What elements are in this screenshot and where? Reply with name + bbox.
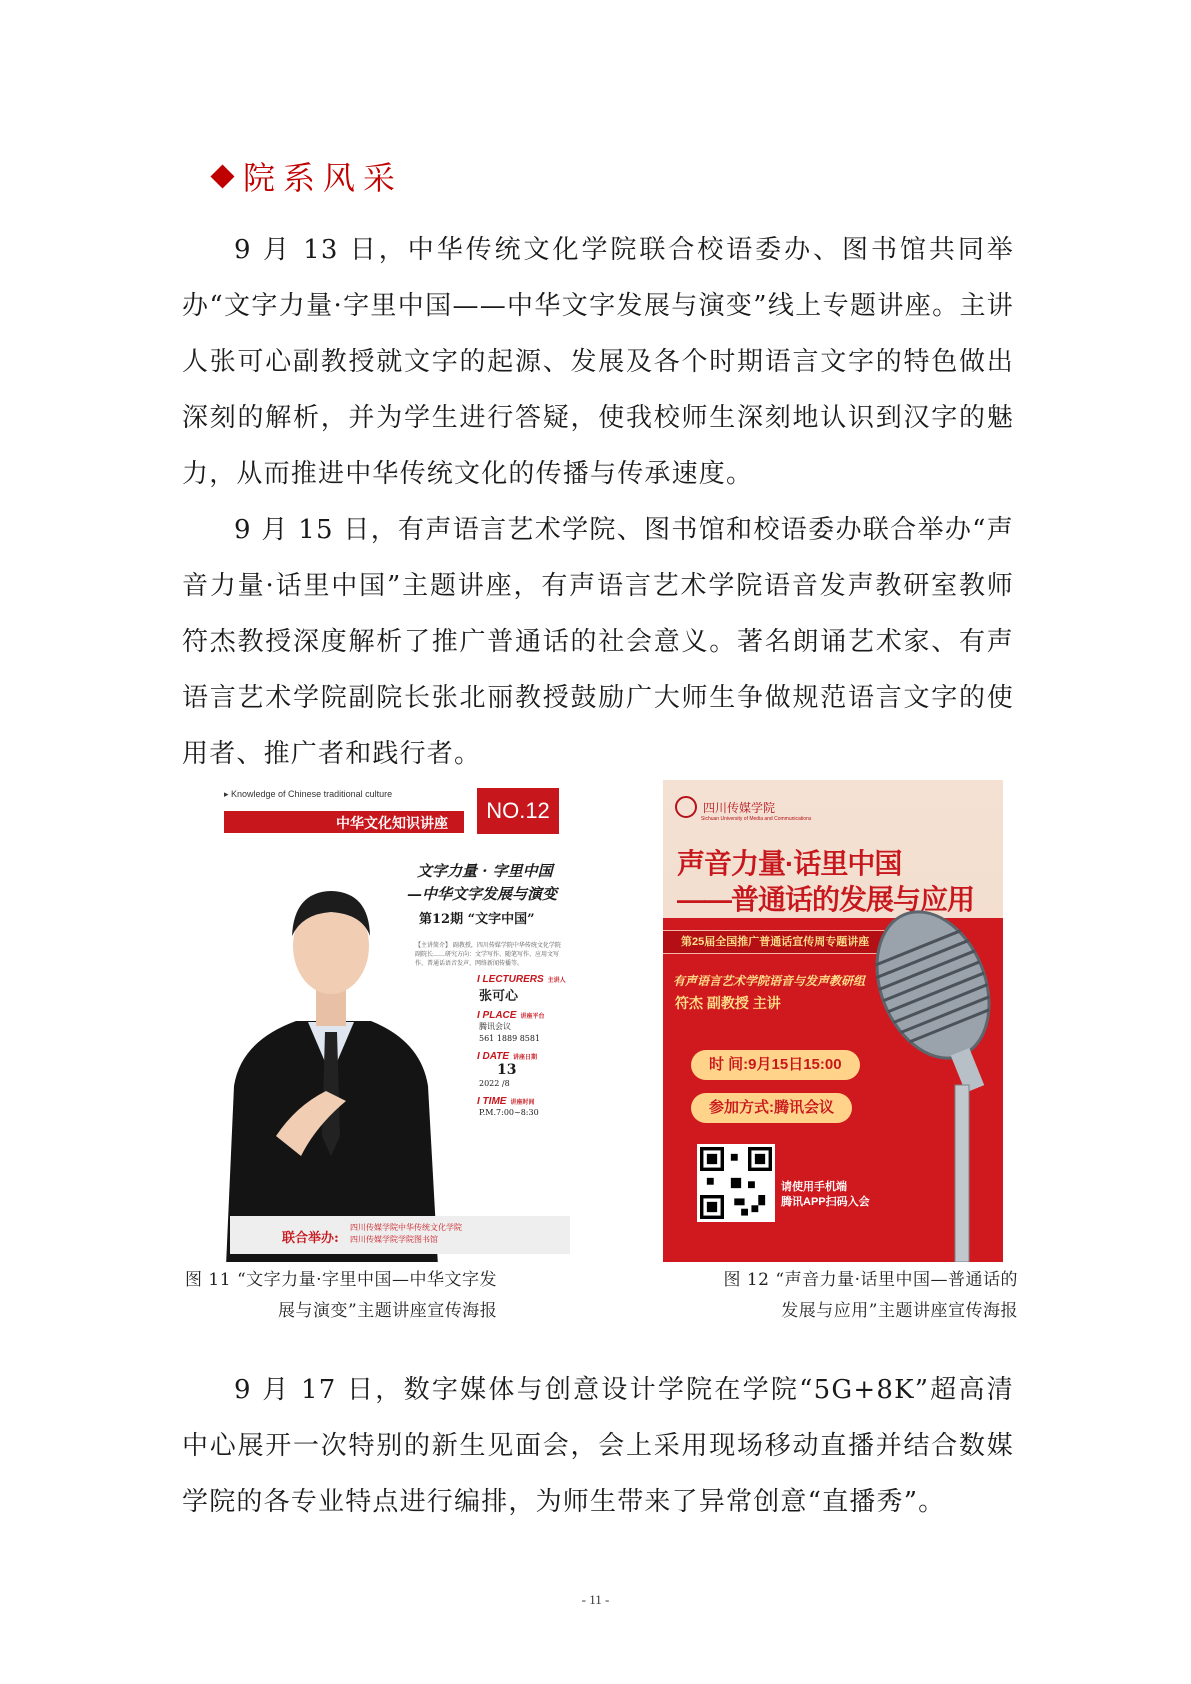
poster1-time-label: I TIME 讲座时间 — [477, 1096, 535, 1107]
poster2-qr-instructions: 请使用手机端 腾讯APP扫码入会 — [781, 1181, 870, 1208]
poster1-title-1: 文字力量 · 字里中国 — [417, 862, 553, 880]
paragraph-2: 9 月 15 日，有声语言艺术学院、图书馆和校语委办联合举办“声音力量·话里中国”主题讲座，有声语言艺术学院语音发声教研室教师符杰教授深度解析了推广普通话的社会意义。著名朗诵艺术家、有声语言艺术学院副院长张北丽教授鼓励广大师生争做规范语言文字的使用者、推广者和践行者。 — [182, 515, 1014, 769]
poster1-title-3: 第12期 “文字中国” — [419, 912, 535, 927]
qr-code — [697, 1144, 775, 1222]
poster1-lecturer-label: I LECTURERS 主讲人 — [477, 974, 566, 985]
figure-11-caption: 图 11 “文字力量·字里中国—中华文字发 展与演变”主题讲座宣传海报 — [185, 1270, 498, 1321]
poster1-info — [367, 860, 567, 1119]
poster-mandarin-lecture — [663, 780, 1003, 1262]
poster2-title-1: 声音力量·话里中国 — [677, 848, 902, 879]
poster1-place: 腾讯会议 — [479, 1022, 511, 1031]
poster1-intro: 【主讲简介】 副教授，四川传媒学院中华传统文化学院副院长……研究方向：文学写作、随笔写作、应用文写作、普通话语音发声、网络新闻传播等。 — [415, 942, 561, 967]
poster1-meeting-id: 561 1889 8581 — [479, 1034, 541, 1043]
poster1-series: 中华文化知识讲座 — [336, 816, 448, 832]
poster1-date-year: 2022 /8 — [479, 1079, 510, 1088]
poster-chinese-culture-lecture — [222, 780, 572, 1262]
poster1-joint-label: 联合举办: — [282, 1231, 339, 1246]
page-number: - 11 - — [581, 1592, 610, 1607]
section-title-text: 院系风采 — [243, 159, 404, 197]
poster1-lecturer: 张可心 — [479, 989, 519, 1004]
poster2-lecturer: 符杰 副教授 主讲 — [675, 995, 781, 1011]
school-seal-icon — [675, 796, 697, 818]
poster2-school: 四川传媒学院 — [703, 800, 776, 815]
poster1-orgs: 四川传媒学院中华传统文化学院 四川传媒学院学院图书馆 — [350, 1223, 462, 1244]
paragraph-1: 9 月 13 日，中华传统文化学院联合校语委办、图书馆共同举办“文字力量·字里中国——中华文字发展与演变”线上专题讲座。主讲人张可心副教授就文字的起源、发展及各个时期语言文字的特色做出深刻的解析，并为学生进行答疑，使我校师生深刻地认识到汉字的魅力，从而推进中华传统文化的传播与传承速度。 — [182, 235, 1014, 489]
poster2-join: 参加方式:腾讯会议 — [691, 1093, 852, 1123]
poster2-dept: 有声语言艺术学院语音与发声教研组 — [673, 974, 866, 988]
poster1-number: NO.12 — [477, 788, 559, 834]
section-title — [214, 153, 403, 199]
poster1-kicker: ▸ Knowledge of Chinese traditional culture — [224, 789, 393, 799]
poster2-logo — [675, 796, 775, 818]
poster2-title-2: ——普通话的发展与应用 — [677, 884, 975, 915]
poster1-time: P.M.7:00~8:30 — [479, 1108, 539, 1117]
figure-12-caption: 图 12 “声音力量·话里中国—普通话的 发展与应用”主题讲座宣传海报 — [723, 1270, 1018, 1321]
poster1-series-bar — [224, 811, 464, 833]
microphone-icon — [853, 895, 1003, 1262]
qr-code-icon — [700, 1147, 772, 1219]
diamond-bullet-icon — [210, 164, 234, 188]
poster2-time: 时 间:9月15日15:00 — [691, 1050, 860, 1080]
paragraph-3: 9 月 17 日，数字媒体与创意设计学院在学院“5G+8K”超高清中心展开一次特别的新生见面会，会上采用现场移动直播并结合数媒学院的各专业特点进行编排，为师生带来了异常创意“直播秀”。 — [182, 1375, 1014, 1517]
poster2-band: 第25届全国推广普通话宣传周专题讲座 — [663, 930, 916, 954]
poster1-title-2: —中华文字发展与演变 — [407, 885, 558, 903]
poster1-footer — [230, 1216, 570, 1254]
poster1-date-day: 13 — [497, 1062, 517, 1078]
poster1-date-label: I DATE 讲座日期 — [477, 1051, 538, 1062]
poster2-school-en: Sichuan University of Media and Communications — [701, 816, 812, 822]
poster1-place-label: I PLACE 讲座平台 — [477, 1010, 545, 1021]
